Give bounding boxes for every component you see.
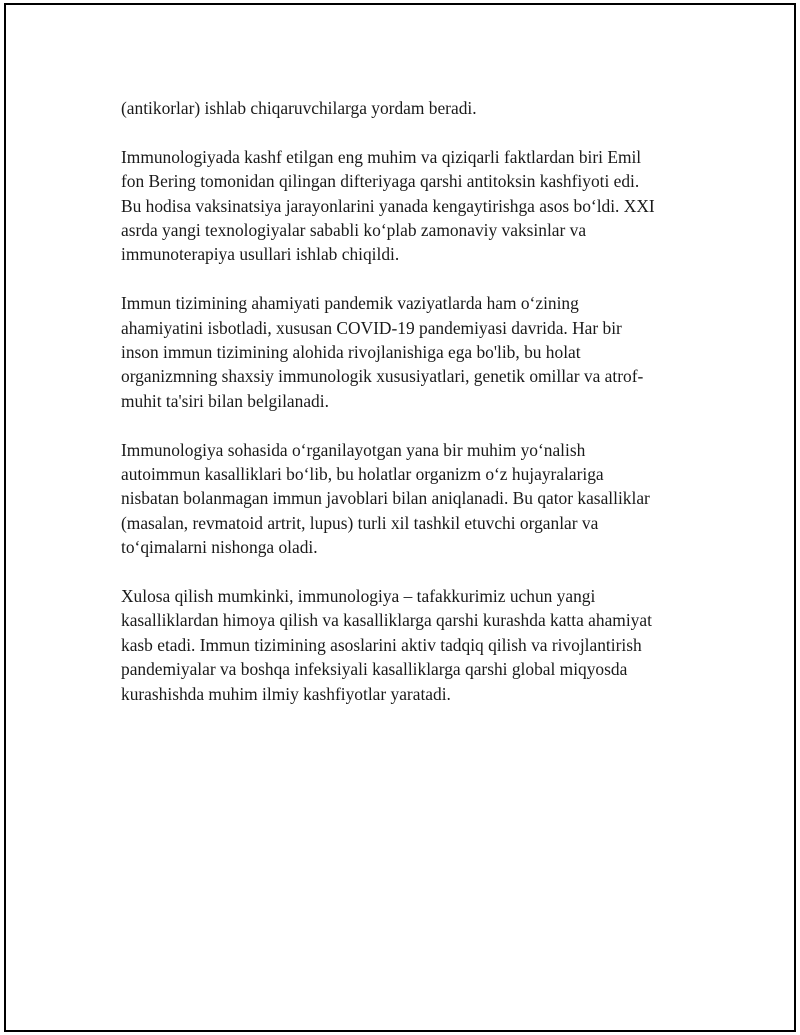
text-line: muhit ta'siri bilan belgilanadi. [121, 390, 329, 411]
text-line: (masalan, revmatoid artrit, lupus) turli xil tashkil etuvchi organlar va [121, 512, 599, 533]
paragraph-3 [121, 291, 693, 413]
text-line: to‘qimalarni nishonga oladi. [121, 537, 318, 558]
text-line: immunoterapiya usullari ishlab chiqildi. [121, 244, 400, 265]
text-line: fon Bering tomonidan qilingan difteriyaga qarshi antitoksin kashfiyoti edi. [121, 171, 640, 192]
paragraph-1 [121, 96, 693, 120]
paragraph-5 [121, 584, 693, 706]
text-line: ahamiyatini isbotladi, xususan COVID-19 pandemiyasi davrida. Har bir [121, 317, 622, 338]
text-line: Immunologiya sohasida o‘rganilayotgan yana bir muhim yo‘nalish [121, 439, 586, 460]
text-line: kasb etadi. Immun tizimining asoslarini aktiv tadqiq qilish va rivojlantirish [121, 634, 642, 655]
text-line: nisbatan bolanmagan immun javoblari bilan aniqlanadi. Bu qator kasalliklar [121, 488, 650, 509]
paragraph-4 [121, 438, 693, 560]
text-line: kasalliklardan himoya qilish va kasalliklarga qarshi kurashda katta ahamiyat [121, 610, 652, 631]
text-line: (antikorlar) ishlab chiqaruvchilarga yordam beradi. [121, 98, 477, 118]
text-line: Xulosa qilish mumkinki, immunologiya – tafakkurimiz uchun yangi [121, 586, 596, 607]
text-line: kurashishda muhim ilmiy kashfiyotlar yaratadi. [121, 683, 451, 704]
text-line: autoimmun kasalliklari bo‘lib, bu holatlar organizm o‘z hujayralariga [121, 464, 604, 485]
text-line: asrda yangi texnologiyalar sababli ko‘plab zamonaviy vaksinlar va [121, 220, 587, 241]
document-body [121, 96, 693, 730]
text-line: Immun tizimining ahamiyati pandemik vaziyatlarda ham o‘zining [121, 293, 579, 314]
text-line: Bu hodisa vaksinatsiya jarayonlarini yanada kengaytirishga asos bo‘ldi. XXI [121, 195, 655, 216]
text-line: organizmning shaxsiy immunologik xususiyatlari, genetik omillar va atrof- [121, 366, 644, 387]
text-line: inson immun tizimining alohida rivojlanishiga ega bo'lib, bu holat [121, 342, 581, 363]
text-line: Immunologiyada kashf etilgan eng muhim va qiziqarli faktlardan biri Emil [121, 146, 642, 167]
text-line: pandemiyalar va boshqa infeksiyali kasalliklarga qarshi global miqyosda [121, 659, 628, 680]
paragraph-2 [121, 145, 693, 267]
document-page [4, 3, 796, 1032]
